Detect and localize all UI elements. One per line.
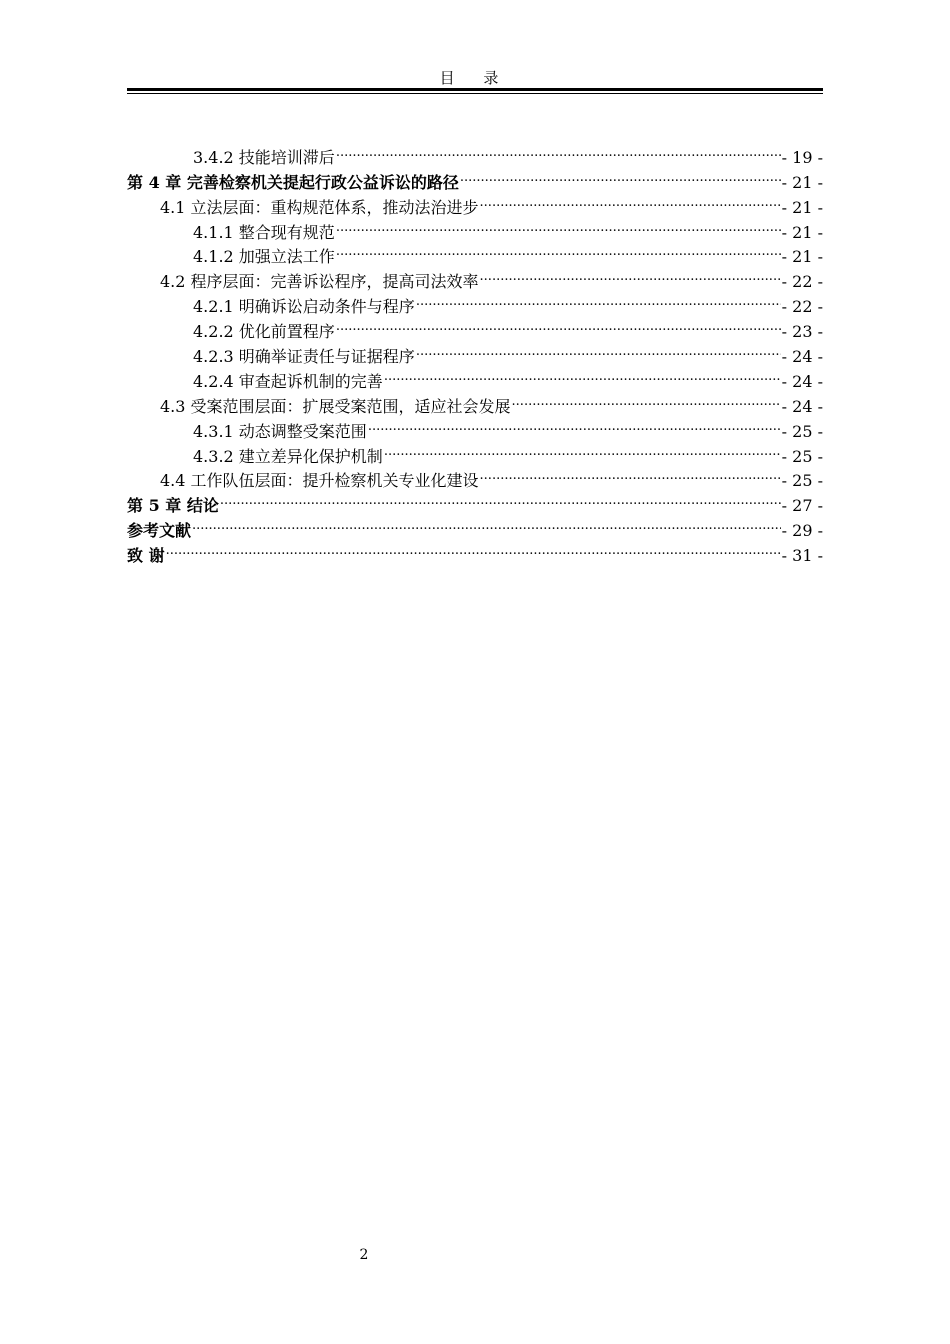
toc-entry-title: 第 4 章 完善检察机关提起行政公益诉讼的路径: [127, 172, 459, 192]
header-title: 目 录: [439, 69, 511, 87]
toc-entry-title: 4.2 程序层面：完善诉讼程序，提高司法效率: [160, 272, 479, 292]
toc-dot-leader: [512, 387, 781, 412]
toc-dot-leader: [336, 238, 781, 263]
toc-entry-title: 4.3.2 建立差异化保护机制: [193, 446, 383, 466]
toc-entry[interactable]: [127, 486, 823, 516]
toc-entry-page: - 24 -: [781, 371, 823, 391]
toc-entry-title: 第 5 章 结论: [127, 496, 219, 516]
header-rule-thick: [127, 88, 823, 91]
toc-entry-title: 4.2.3 明确举证责任与证据程序: [193, 347, 415, 367]
toc-dot-leader: [384, 362, 781, 387]
toc-entry-page: - 31 -: [781, 546, 823, 566]
toc-dot-leader: [480, 462, 781, 487]
toc-entry-page: - 24 -: [781, 347, 823, 367]
toc-dot-leader: [480, 262, 781, 287]
toc-entry-title: 4.1 立法层面：重构规范体系，推动法治进步: [160, 197, 479, 217]
toc-entry-page: - 21 -: [781, 197, 823, 217]
toc-entry-title: 3.4.2 技能培训滞后: [193, 147, 335, 167]
toc-entry-page: - 21 -: [781, 247, 823, 267]
toc-dot-leader: [336, 312, 781, 337]
toc-entry-title: 4.3 受案范围层面：扩展受案范围，适应社会发展: [160, 396, 511, 416]
toc-entry-page: - 22 -: [781, 297, 823, 317]
page-number: 2: [359, 1247, 369, 1263]
toc-entry-title: 参考文献: [127, 521, 192, 541]
toc-dot-leader: [220, 486, 781, 511]
toc-entry-page: - 25 -: [781, 421, 823, 441]
toc-entry-page: - 24 -: [781, 396, 823, 416]
toc-dot-leader: [368, 412, 781, 437]
toc-entry-page: - 25 -: [781, 471, 823, 491]
toc-entry-page: - 19 -: [781, 147, 823, 167]
toc-entry-title: 4.3.1 动态调整受案范围: [193, 421, 367, 441]
toc-entry-page: - 27 -: [781, 496, 823, 516]
toc-dot-leader: [460, 163, 781, 188]
toc-entry-title: 致 谢: [127, 546, 165, 566]
toc-entry-title: 4.2.4 审查起诉机制的完善: [193, 371, 383, 391]
toc-dot-leader: [336, 213, 781, 238]
toc-dot-leader: [192, 511, 781, 536]
toc-entry-title: 4.1.1 整合现有规范: [193, 222, 335, 242]
toc-dot-leader: [416, 287, 781, 312]
toc-entry-page: - 25 -: [781, 446, 823, 466]
toc-entry-page: - 21 -: [781, 172, 823, 192]
table-of-contents: [127, 138, 823, 566]
toc-dot-leader: [166, 536, 781, 561]
toc-entry-title: 4.2.2 优化前置程序: [193, 322, 335, 342]
toc-entry-page: - 22 -: [781, 272, 823, 292]
toc-entry-title: 4.4 工作队伍层面：提升检察机关专业化建设: [160, 471, 479, 491]
toc-dot-leader: [336, 138, 781, 163]
toc-dot-leader: [416, 337, 781, 362]
toc-entry-page: - 23 -: [781, 322, 823, 342]
toc-entry[interactable]: [127, 138, 823, 167]
header-rule-thin: [127, 93, 823, 94]
toc-entry-title: 4.1.2 加强立法工作: [193, 247, 335, 267]
toc-dot-leader: [480, 188, 781, 213]
toc-entry-page: - 29 -: [781, 521, 823, 541]
toc-entry[interactable]: [127, 536, 823, 566]
toc-entry-title: 4.2.1 明确诉讼启动条件与程序: [193, 297, 415, 317]
toc-dot-leader: [384, 437, 781, 462]
toc-entry[interactable]: [127, 511, 823, 541]
toc-entry-page: - 21 -: [781, 222, 823, 242]
